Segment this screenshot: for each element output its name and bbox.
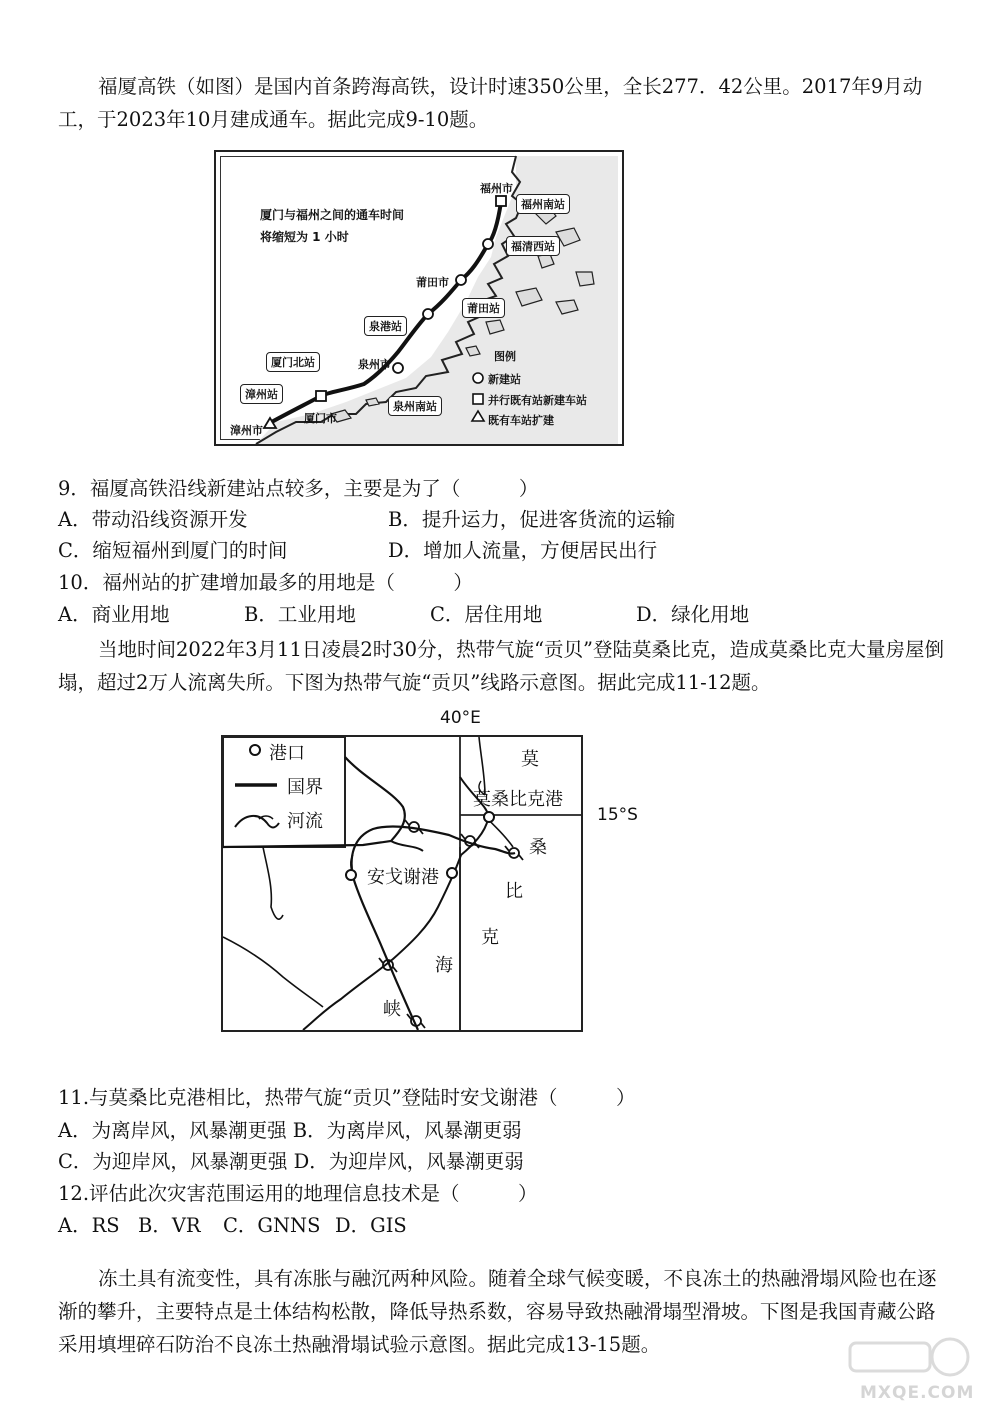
question-10-stem: 10．福州站的扩建增加最多的用地是（ ） bbox=[58, 571, 473, 594]
station-putian: 莆田站 bbox=[462, 298, 505, 318]
question-12-options bbox=[58, 1211, 407, 1241]
fuqing-west-marker bbox=[483, 239, 493, 249]
xiamen-north-marker bbox=[316, 391, 326, 401]
inland-port-marker bbox=[346, 870, 356, 880]
legend-new-station: 新建站 bbox=[488, 373, 521, 386]
q10-option-d[interactable]: D．绿化用地 bbox=[636, 603, 750, 626]
city-fuzhou: 福州市 bbox=[480, 182, 513, 195]
question-9-options-row1 bbox=[58, 505, 675, 535]
fuzhou-south-marker bbox=[496, 196, 506, 206]
intro-paragraph-1: 福厦高铁（如图）是国内首条跨海高铁，设计时速350公里，全长277．42公里。2017年9月动工，于2023年10月建成通车。据此完成9-10题。 bbox=[58, 75, 923, 131]
q9-option-c[interactable]: C．缩短福州到厦门的时间 bbox=[58, 539, 288, 562]
question-11-stem: 11.与莫桑比克港相比，热带气旋“贡贝”登陆时安戈谢港（ ） bbox=[58, 1086, 636, 1109]
country-char-1: 莫 bbox=[521, 749, 539, 770]
map1-title-line2: 将缩短为 1 小时 bbox=[260, 230, 349, 244]
port-angoche: 安戈谢港 bbox=[367, 867, 439, 888]
city-quanzhou: 泉州市 bbox=[358, 358, 391, 371]
q12-option-b[interactable]: B．VR bbox=[138, 1214, 201, 1237]
quangang-marker bbox=[423, 309, 433, 319]
fuxia-railway-map bbox=[214, 150, 624, 446]
station-zhangzhou: 漳州站 bbox=[240, 384, 283, 404]
map2-latitude-label: 15°S bbox=[597, 805, 638, 825]
country-char-4: 克 bbox=[481, 927, 499, 948]
legend-parallel-station: 并行既有站新建车站 bbox=[488, 394, 587, 407]
map1-title-line1: 厦门与福州之间的通车时间 bbox=[260, 208, 405, 222]
q12-option-c[interactable]: C．GNNS bbox=[223, 1214, 321, 1237]
port-mozambique: 莫桑比克港 bbox=[473, 789, 563, 810]
quanzhou-south-marker bbox=[393, 363, 403, 373]
question-11-options-row1[interactable]: A．为离岸风，风暴潮更强 B．为离岸风，风暴潮更弱 bbox=[58, 1119, 522, 1142]
q9-option-a[interactable]: A．带动沿线资源开发 bbox=[58, 508, 248, 531]
station-quangang: 泉港站 bbox=[364, 316, 407, 336]
station-fuzhou-south: 福州南站 bbox=[516, 194, 570, 214]
intro-paragraph-2: 当地时间2022年3月11日凌晨2时30分，热带气旋“贡贝”登陆莫桑比克，造成莫桑比克大量房屋倒塌，超过2万人流离失所。下图为热带气旋“贡贝”线路示意图。据此完成11-12题。 bbox=[58, 638, 945, 694]
q9-option-d[interactable]: D．增加人流量，方便居民出行 bbox=[388, 539, 658, 562]
q10-option-b[interactable]: B．工业用地 bbox=[244, 603, 356, 626]
station-xiamen-north: 厦门北站 bbox=[266, 352, 320, 372]
channel-char-1: 海 bbox=[435, 955, 453, 976]
city-putian: 莆田市 bbox=[416, 276, 449, 289]
country-char-3: 比 bbox=[505, 881, 523, 902]
legend-river: 河流 bbox=[287, 811, 323, 832]
city-xiamen: 厦门市 bbox=[304, 412, 337, 425]
country-char-2: 桑 bbox=[529, 837, 547, 858]
legend-expanded-station: 既有车站扩建 bbox=[488, 414, 554, 427]
question-10-options bbox=[58, 600, 749, 630]
question-12-stem: 12.评估此次灾害范围运用的地理信息技术是（ ） bbox=[58, 1182, 538, 1205]
q12-option-a[interactable]: A．RS bbox=[58, 1214, 120, 1237]
watermark-logo-icon bbox=[830, 1335, 980, 1385]
intro-paragraph-3: 冻土具有流变性，具有冻胀与融沉两种风险。随着全球气候变暖，不良冻土的热融滑塌风险也在逐渐的攀升，主要特点是土体结构松散，降低导热系数，容易导致热融滑塌型滑坡。下图是我国青藏公路采用填埋碎石防治不良冻土热融滑塌试验示意图。据此完成13-15题。 bbox=[58, 1267, 937, 1356]
putian-marker bbox=[456, 275, 466, 285]
watermark-text: MXQE.COM bbox=[860, 1383, 975, 1403]
legend-border: 国界 bbox=[287, 777, 323, 798]
question-11-options-row2[interactable]: C．为迎岸风，风暴潮更强 D．为迎岸风，风暴潮更弱 bbox=[58, 1150, 524, 1173]
map2-longitude-label: 40°E bbox=[440, 708, 481, 728]
mozambique-port-marker bbox=[484, 812, 494, 822]
cyclone-track-map bbox=[221, 735, 583, 1032]
question-9-options-row2 bbox=[58, 536, 657, 566]
q10-option-c[interactable]: C．居住用地 bbox=[430, 603, 543, 626]
city-zhangzhou: 漳州市 bbox=[230, 424, 263, 437]
question-9-stem: 9．福厦高铁沿线新建站点较多，主要是为了（ ） bbox=[58, 477, 539, 500]
q9-option-b[interactable]: B．提升运力，促进客货流的运输 bbox=[388, 508, 676, 531]
channel-char-2: 峡 bbox=[383, 999, 401, 1020]
legend-port: 港口 bbox=[269, 743, 305, 764]
site-watermark bbox=[830, 1335, 980, 1405]
angoche-port-marker bbox=[447, 868, 457, 878]
station-quanzhou-south: 泉州南站 bbox=[388, 396, 442, 416]
station-fuqing-west: 福清西站 bbox=[506, 236, 560, 256]
q12-option-d[interactable]: D．GIS bbox=[335, 1214, 407, 1237]
legend-title: 图例 bbox=[494, 350, 516, 363]
q10-option-a[interactable]: A．商业用地 bbox=[58, 603, 170, 626]
